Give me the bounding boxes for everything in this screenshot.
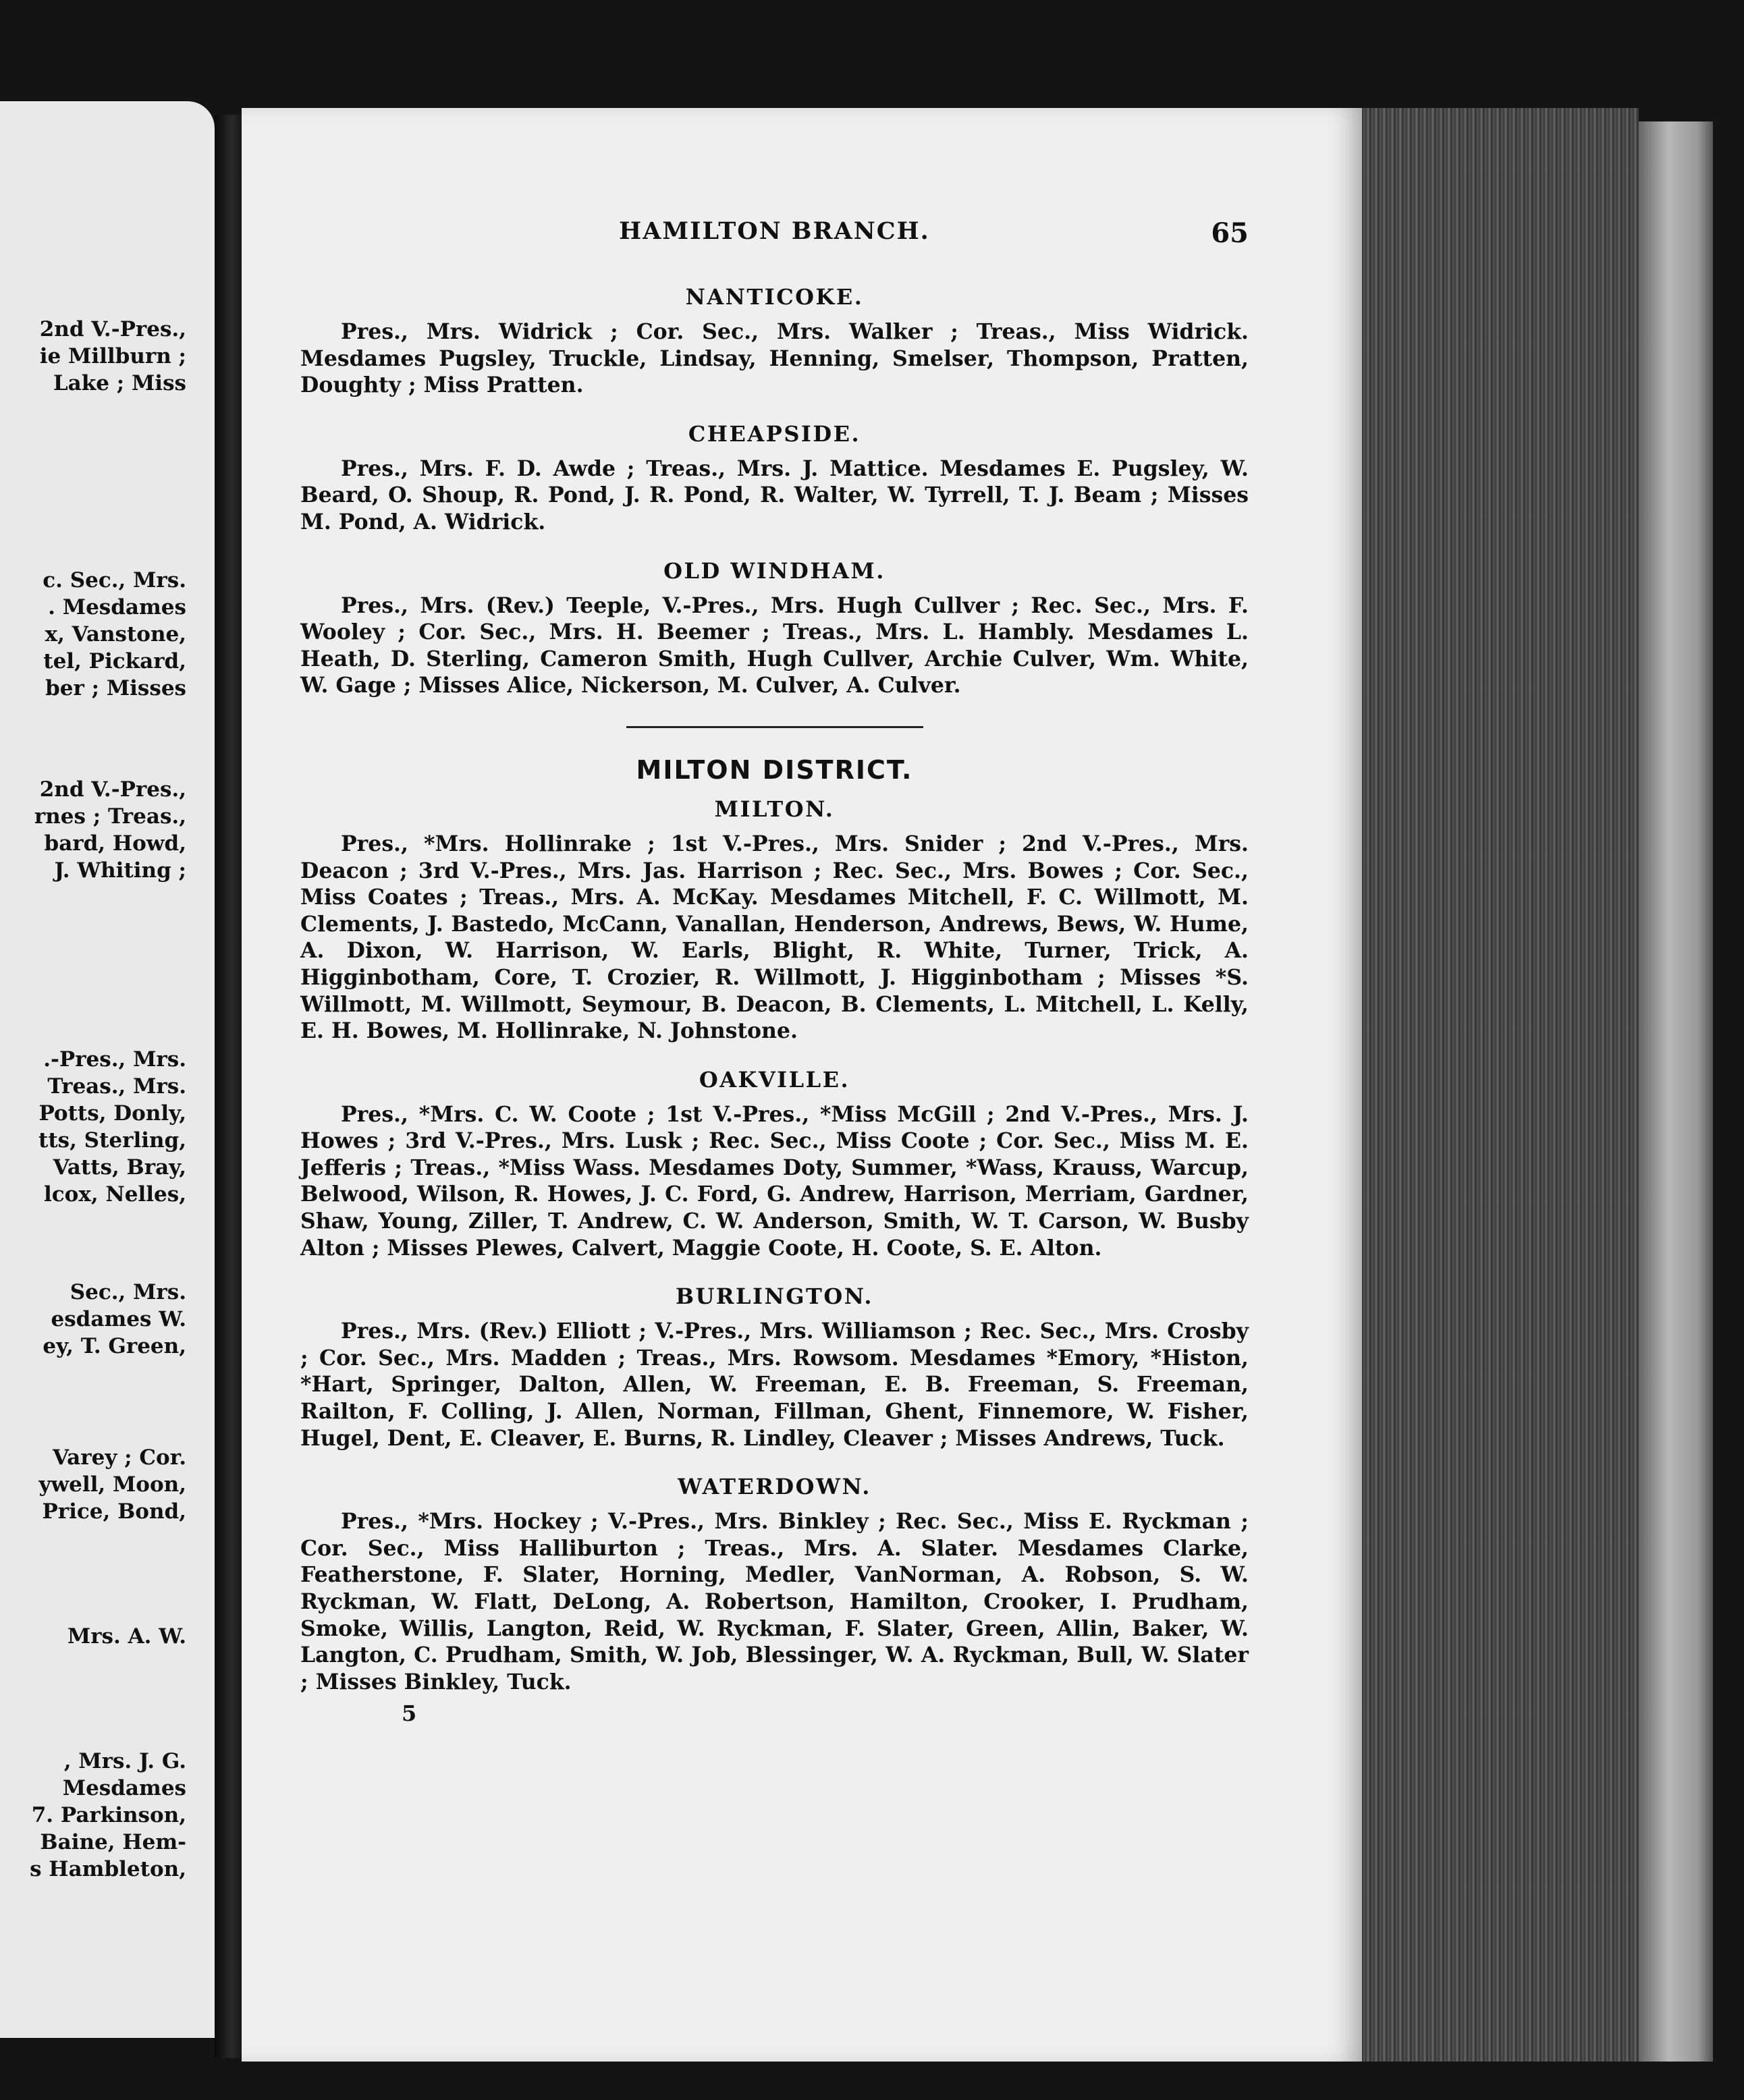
section-text-burlington: Pres., Mrs. (Rev.) Elliott ; V.-Pres., Mrs. Williamson ; Rec. Sec., Mrs. Crosby ; Cor. Sec., Mrs. Madden ; Treas., Mrs. Rowsom. Mesdames *Emory, *Histon, *Hart, Springer, Dalton, Allen, W. Freeman, E. B. Freeman, S. Freeman, Railton, F. Colling, J. Allen, Norman, Fillman, Ghent, Finnemore, W. Fisher, Hugel, Dent, E. Cleaver, E. Burns, R. Lindley, Cleaver ; Misses Andrews, Tuck.: [300, 1319, 1249, 1451]
left-page-fragment: ywell, Moon,: [38, 1472, 186, 1497]
left-page-fragment: Baine, Hem-: [40, 1830, 186, 1854]
left-page-fragment: Potts, Donly,: [38, 1101, 186, 1126]
left-page-fragment: Price, Bond,: [42, 1499, 186, 1524]
left-page-fragment: s Hambleton,: [30, 1857, 186, 1881]
left-page-fragment: 2nd V.-Pres.,: [39, 777, 186, 802]
left-page-fragment: Vatts, Bray,: [53, 1155, 186, 1180]
section-heading-oakville: OAKVILLE.: [699, 1066, 850, 1093]
facing-left-page: [0, 101, 215, 2038]
section-text-nanticoke: Pres., Mrs. Widrick ; Cor. Sec., Mrs. Walker ; Treas., Miss Widrick. Mesdames Pugsley, Truckle, Lindsay, Henning, Smelser, Thompson, Pratten, Doughty ; Miss Pratten.: [300, 319, 1249, 398]
left-page-fragment: Lake ; Miss: [53, 371, 186, 395]
section-text-milton: Pres., *Mrs. Hollinrake ; 1st V.-Pres., Mrs. Snider ; 2nd V.-Pres., Mrs. Deacon ; 3rd V.-Pres., Mrs. Jas. Harrison ; Rec. Sec., Mrs. Bowes ; Cor. Sec., Miss Coates ; Treas., Mrs. A. McKay. Mesdames Mitchell, F. C. Willmott, M. Clements, J. Bastedo, McCann, Vanallan, Henderson, Andrews, Bews, W. Hume, A. Dixon, W. Harrison, W. Earls, Blight, R. White, Turner, Trick, A. Higginbotham, Core, T. Crozier, R. Willmott, J. Higginbotham ; Misses *S. Willmott, M. Willmott, Seymour, B. Deacon, B. Clements, L. Mitchell, L. Kelly, E. H. Bowes, M. Hollinrake, N. Johnstone.: [300, 831, 1249, 1044]
page-number: 65: [1211, 217, 1249, 249]
district-heading-milton: MILTON DISTRICT.: [636, 754, 913, 785]
section-text-waterdown: Pres., *Mrs. Hockey ; V.-Pres., Mrs. Binkley ; Rec. Sec., Miss E. Ryckman ; Cor. Sec., Miss Halliburton ; Treas., Mrs. A. Slater. Mesdames Clarke, Featherstone, F. Slater, Horning, Medler, VanNorman, A. Robson, S. W. Ryckman, W. Flatt, DeLong, A. Robertson, Hamilton, Crooker, I. Prudham, Smoke, Willis, Langton, Reid, W. Ryckman, F. Slater, Green, Allin, Baker, W. Langton, C. Prudham, Smith, W. Job, Blessinger, W. A. Ryckman, Bull, W. Slater ; Misses Binkley, Tuck.: [300, 1509, 1249, 1694]
left-page-fragment: bard, Howd,: [44, 831, 186, 856]
left-page-fragment: . Mesdames: [48, 595, 186, 619]
section-divider-rule: [626, 726, 923, 728]
printer-signature-mark: 5: [402, 1701, 417, 1727]
book-gutter: [215, 115, 244, 2058]
section-heading-cheapside: CHEAPSIDE.: [688, 420, 861, 447]
section-heading-waterdown: WATERDOWN.: [678, 1474, 871, 1500]
left-page-fragment: ey, T. Green,: [43, 1334, 186, 1358]
left-page-fragment: Mrs. A. W.: [67, 1624, 186, 1649]
page-content: [300, 217, 1249, 1726]
left-page-fragment: x, Vanstone,: [45, 622, 186, 646]
left-page-fragment: Sec., Mrs.: [70, 1280, 186, 1304]
section-heading-burlington: BURLINGTON.: [675, 1283, 874, 1310]
left-page-fragment: 7. Parkinson,: [31, 1803, 186, 1827]
running-head: [300, 217, 1249, 255]
left-page-fragment: lcox, Nelles,: [44, 1182, 186, 1207]
left-page-fragment: esdames W.: [51, 1307, 186, 1331]
left-page-fragment: Varey ; Cor.: [52, 1445, 186, 1470]
running-title: HAMILTON BRANCH.: [619, 217, 930, 245]
left-page-fragment: 2nd V.-Pres.,: [39, 317, 186, 341]
page-edges: [1362, 108, 1639, 2062]
section-heading-milton: MILTON.: [714, 796, 835, 822]
left-page-fragment: , Mrs. J. G.: [63, 1749, 186, 1773]
section-text-cheapside: Pres., Mrs. F. D. Awde ; Treas., Mrs. J. Mattice. Mesdames E. Pugsley, W. Beard, O. Shoup, R. Pond, J. R. Pond, R. Walter, W. Tyrrell, T. J. Beam ; Misses M. Pond, A. Widrick.: [300, 455, 1249, 534]
left-page-fragment: ie Millburn ;: [39, 344, 186, 368]
left-page-fragment: .-Pres., Mrs.: [43, 1047, 186, 1072]
left-page-fragment: tts, Sterling,: [38, 1128, 186, 1153]
section-heading-old-windham: OLD WINDHAM.: [663, 557, 885, 584]
book-cover-edge: [1639, 121, 1713, 2062]
left-page-fragment: Mesdames: [62, 1776, 186, 1800]
left-page-fragment: Treas., Mrs.: [47, 1074, 186, 1099]
left-page-fragment: rnes ; Treas.,: [34, 804, 186, 829]
left-page-fragment: J. Whiting ;: [54, 858, 186, 883]
left-page-fragment: c. Sec., Mrs.: [43, 568, 186, 592]
section-text-old-windham: Pres., Mrs. (Rev.) Teeple, V.-Pres., Mrs. Hugh Cullver ; Rec. Sec., Mrs. F. Wooley ; Cor. Sec., Mrs. H. Beemer ; Treas., Mrs. L. Hambly. Mesdames L. Heath, D. Sterling, Cameron Smith, Hugh Cullver, Archie Culver, Wm. White, W. Gage ; Misses Alice, Nickerson, M. Culver, A. Culver.: [300, 592, 1249, 698]
section-text-oakville: Pres., *Mrs. C. W. Coote ; 1st V.-Pres., *Miss McGill ; 2nd V.-Pres., Mrs. J. Howes ; 3rd V.-Pres., Mrs. Lusk ; Rec. Sec., Miss Coote ; Cor. Sec., Miss M. E. Jefferis ; Treas., *Miss Wass. Mesdames Doty, Summer, *Wass, Krauss, Warcup, Belwood, Wilson, R. Howes, J. C. Ford, G. Andrew, Harrison, Merriam, Gardner, Shaw, Young, Ziller, T. Andrew, C. W. Anderson, Smith, W. T. Carson, W. Busby Alton ; Misses Plewes, Calvert, Maggie Coote, H. Coote, S. E. Alton.: [300, 1101, 1249, 1261]
left-page-fragment: tel, Pickard,: [43, 649, 186, 673]
left-page-fragment: ber ; Misses: [45, 676, 186, 700]
section-heading-nanticoke: NANTICOKE.: [685, 284, 864, 310]
